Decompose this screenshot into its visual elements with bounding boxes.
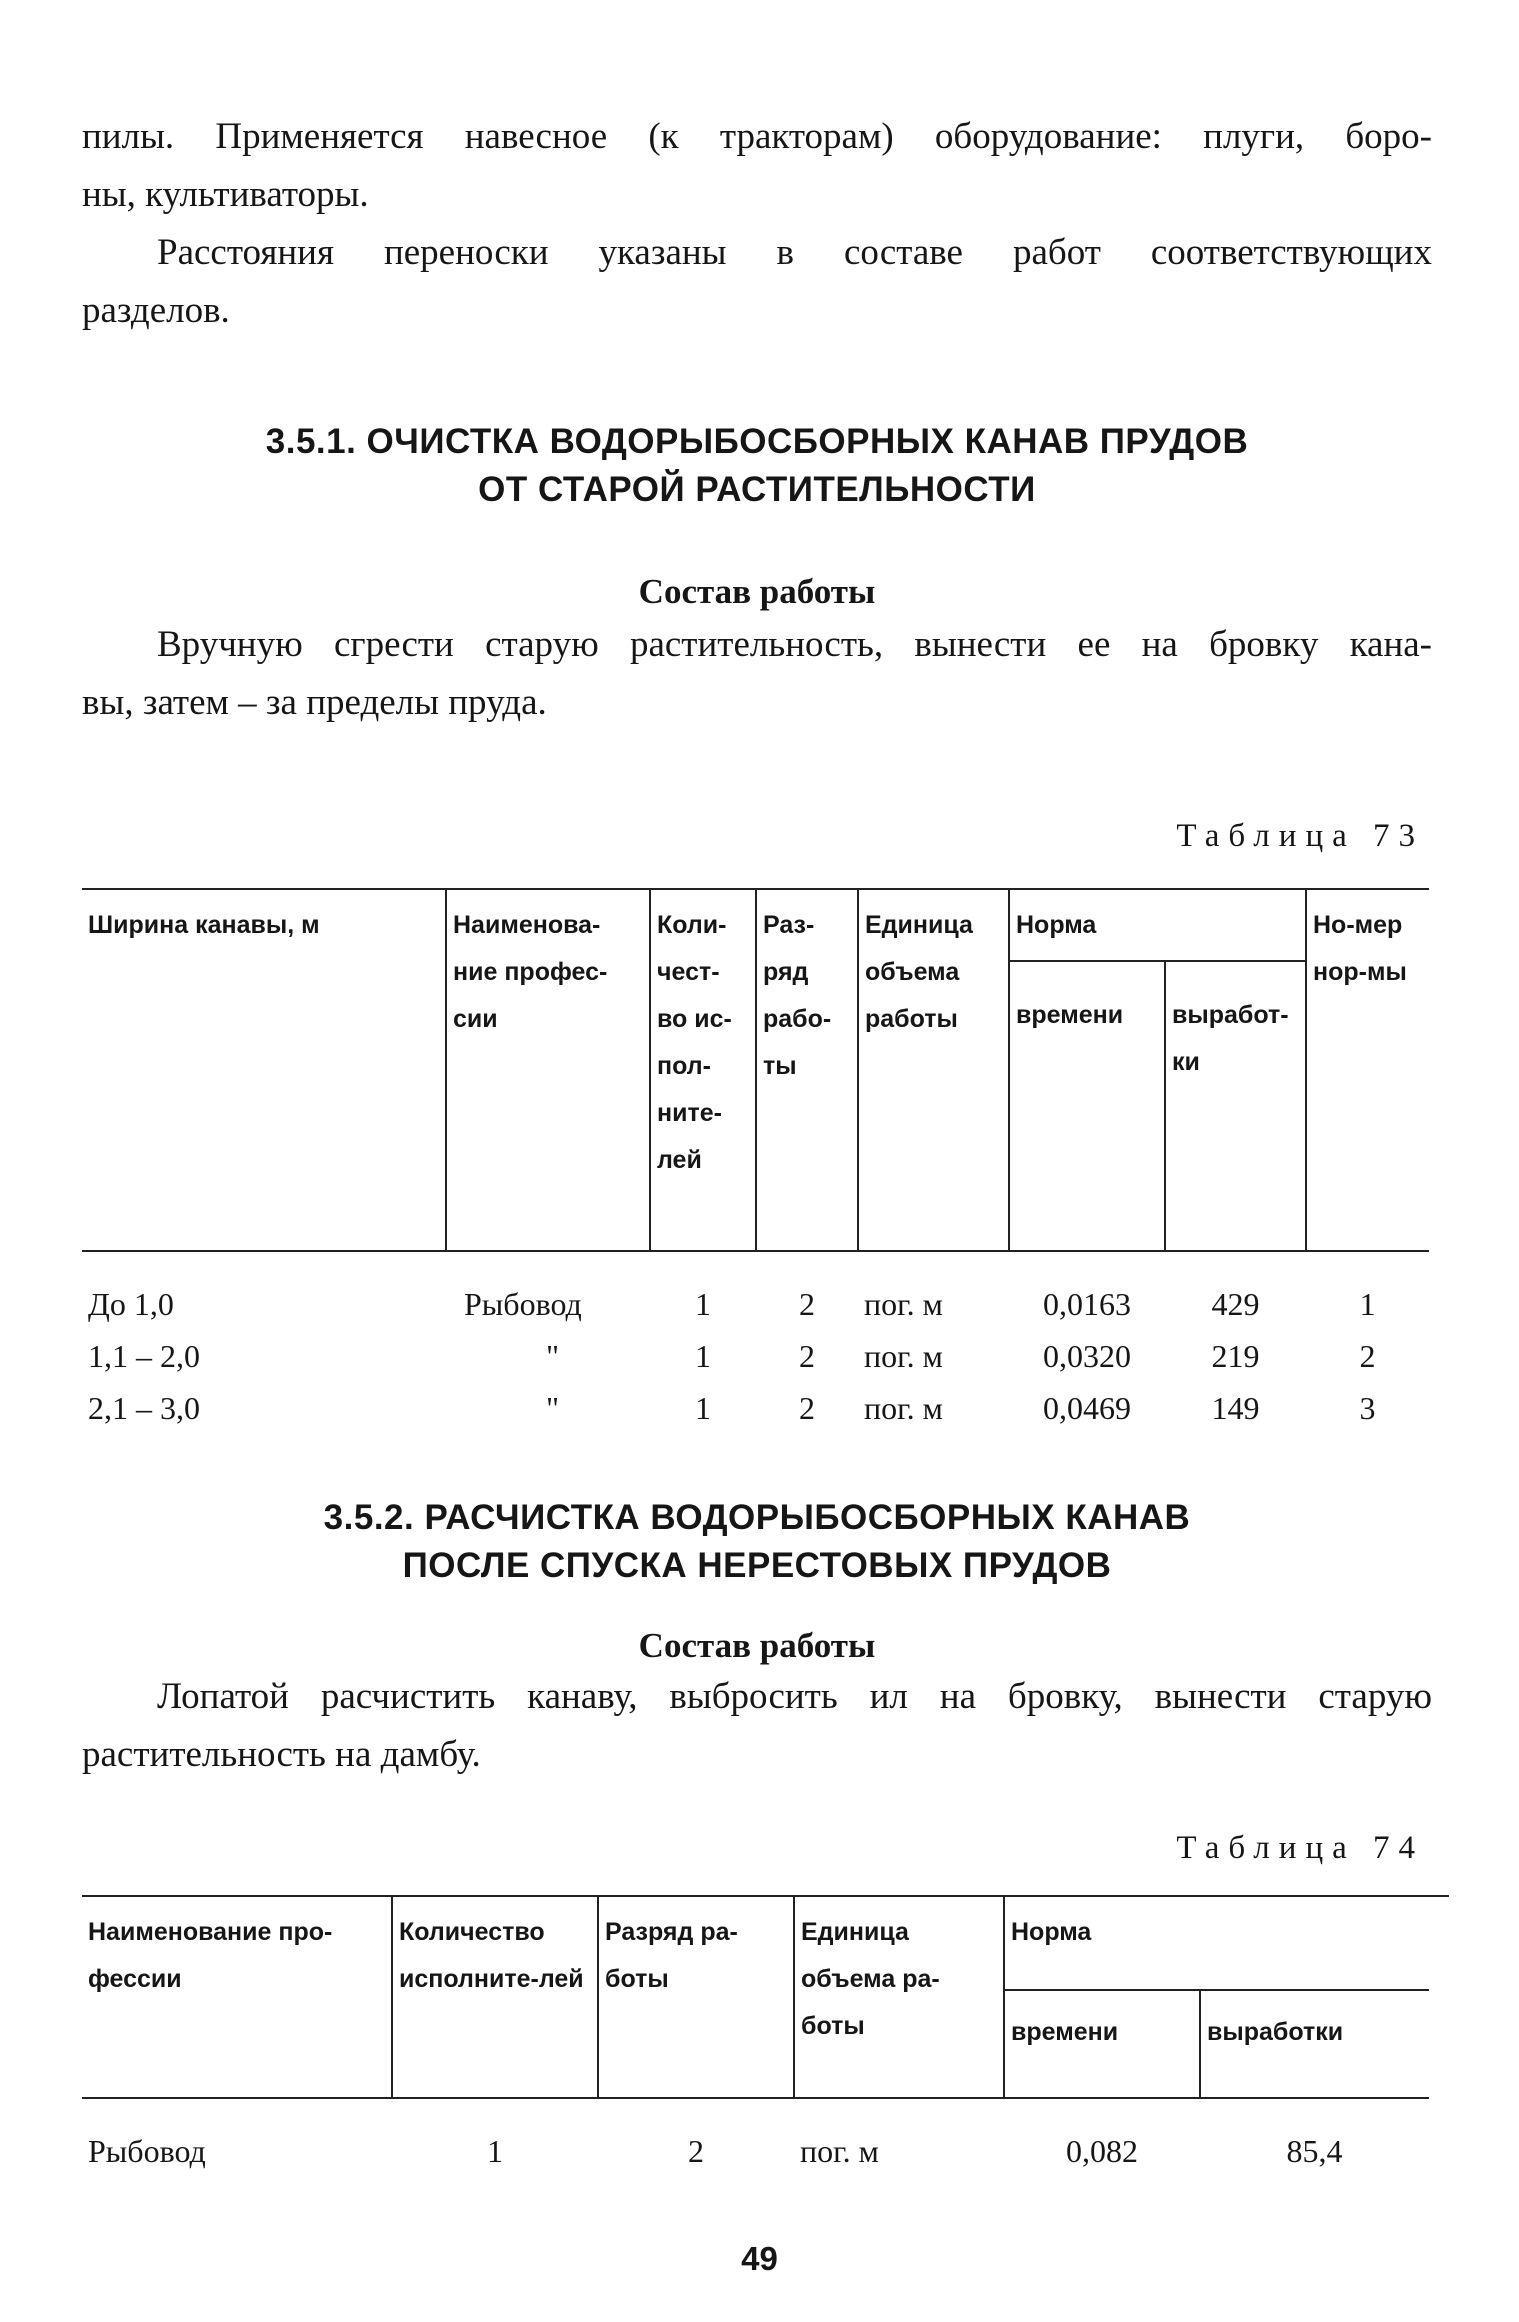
table-row <box>82 1382 1429 1434</box>
cell-grade: 2 <box>688 2132 704 2169</box>
cell-count: 1 <box>695 1337 711 1374</box>
intro-paragraph-1 <box>82 108 1432 224</box>
cell-number: 2 <box>1359 1337 1376 1374</box>
text-line: вы, затем – за пределы пруда. <box>82 682 547 723</box>
cell-output: 429 <box>1211 1285 1260 1322</box>
table-row <box>82 1330 1429 1382</box>
cell-number: 3 <box>1359 1389 1376 1426</box>
text-line: растительность на дамбу. <box>82 1734 481 1775</box>
cell-output: 85,4 <box>1286 2132 1343 2169</box>
section-1-title <box>82 418 1432 514</box>
section-2-work-heading: Состав работы <box>638 1626 876 1665</box>
cell-unit: пог. м <box>800 2132 879 2169</box>
cell-grade: 2 <box>799 1337 815 1374</box>
cell-time: 0,082 <box>1066 2132 1138 2169</box>
col-header-norm-time: времени <box>1004 1990 1200 2098</box>
cell-grade: 2 <box>799 1389 815 1426</box>
cell-output: 219 <box>1211 1337 1260 1374</box>
col-header-norm: Норма <box>1004 1897 1429 1990</box>
col-header-norm-time: времени <box>1009 961 1165 1251</box>
col-header-profession: Наименование про-фессии <box>88 1918 333 1993</box>
cell-profession: Рыбовод <box>88 2132 206 2169</box>
section-2-title <box>82 1494 1432 1590</box>
cell-profession: " <box>546 1389 560 1426</box>
text-line: Расстояния переноски указаны в составе работ соответствующих <box>157 232 1432 273</box>
col-header-grade: Разряд ра-боты <box>598 1897 794 2098</box>
text-line: разделов. <box>82 290 230 331</box>
cell-time: 0,0320 <box>1043 1337 1131 1374</box>
cell-width: До 1,0 <box>88 1285 174 1322</box>
cell-count: 1 <box>695 1389 711 1426</box>
text-line: Вручную сгрести старую растительность, вынести ее на бровку кана- <box>157 624 1432 665</box>
col-header-unit: Единица объема ра-боты <box>794 1897 1004 2098</box>
col-header-unit: Единица объема работы <box>858 890 1009 1251</box>
section-1-work-text <box>82 616 1432 732</box>
col-header-width: Ширина канавы, м <box>88 911 320 939</box>
table-74 <box>82 1897 1429 2177</box>
cell-unit: пог. м <box>864 1285 943 1322</box>
cell-count: 1 <box>695 1285 711 1322</box>
col-header-norm: Норма <box>1009 890 1306 961</box>
table-74-caption: Таблица 74 <box>1176 1830 1424 1866</box>
cell-unit: пог. м <box>864 1337 943 1374</box>
cell-number: 1 <box>1359 1285 1376 1322</box>
col-header-number: Но-мер нор-мы <box>1306 890 1429 1251</box>
col-header-norm-output: выработ-ки <box>1165 961 1306 1251</box>
section-1-work-heading: Состав работы <box>638 572 876 611</box>
section-2-work-text <box>82 1668 1432 1784</box>
table-spacer <box>82 2098 1429 2125</box>
section-title-line: 3.5.2. РАСЧИСТКА ВОДОРЫБОСБОРНЫХ КАНАВ <box>323 1498 1191 1537</box>
cell-grade: 2 <box>799 1285 815 1322</box>
section-title-line: ОТ СТАРОЙ РАСТИТЕЛЬНОСТИ <box>478 470 1036 509</box>
cell-output: 149 <box>1211 1389 1260 1426</box>
table-header-row <box>82 890 1429 961</box>
text-line: Лопатой расчистить канаву, выбросить ил на бровку, вынести старую <box>157 1676 1432 1717</box>
text-line: пилы. Применяется навесное (к тракторам) оборудование: плуги, боро- <box>82 116 1432 157</box>
cell-profession: " <box>546 1337 560 1374</box>
col-header-grade: Раз-ряд рабо-ты <box>756 890 858 1251</box>
cell-time: 0,0469 <box>1043 1389 1131 1426</box>
table-row <box>82 2125 1429 2177</box>
table-73 <box>82 890 1429 1434</box>
page-number: 49 <box>741 2240 778 2277</box>
intro-paragraph-2 <box>82 224 1432 340</box>
cell-time: 0,0163 <box>1043 1285 1131 1322</box>
col-header-norm-output: выработки <box>1200 1990 1429 2098</box>
col-header-count: Количество исполните-лей <box>392 1897 598 2098</box>
section-title-line: ПОСЛЕ СПУСКА НЕРЕСТОВЫХ ПРУДОВ <box>402 1546 1112 1585</box>
table-row <box>82 1278 1429 1330</box>
section-title-line: 3.5.1. ОЧИСТКА ВОДОРЫБОСБОРНЫХ КАНАВ ПРУДОВ <box>265 422 1249 461</box>
table-73-caption: Таблица 73 <box>1176 818 1424 854</box>
cell-width: 1,1 – 2,0 <box>88 1337 200 1374</box>
cell-width: 2,1 – 3,0 <box>88 1389 200 1426</box>
text-line: ны, культиваторы. <box>82 174 369 215</box>
col-header-count: Коли-чест-во ис-пол-ните-лей <box>650 890 756 1251</box>
cell-profession: Рыбовод <box>464 1285 582 1322</box>
table-spacer <box>82 1251 1429 1278</box>
col-header-profession: Наименова-ние профес-сии <box>446 890 650 1251</box>
table-header-row <box>82 1897 1429 1990</box>
cell-unit: пог. м <box>864 1389 943 1426</box>
cell-count: 1 <box>487 2132 503 2169</box>
